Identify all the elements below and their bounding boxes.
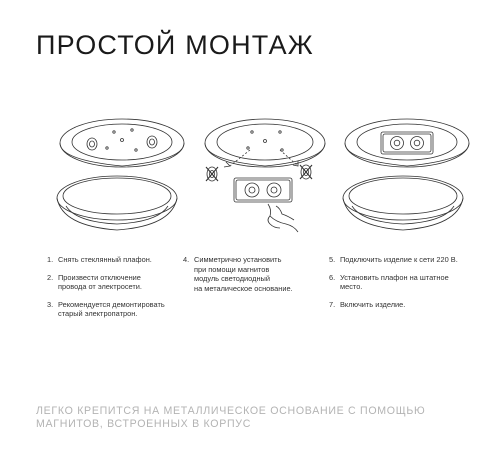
ceiling-lamp-assembled-drawing [335, 108, 475, 238]
illustration-reattach-shade [335, 108, 475, 238]
footer-line-2: МАГНИТОВ, ВСТРОЕННЫХ В КОРПУС [36, 418, 252, 430]
footer-line-1: ЛЕГКО КРЕПИТСЯ НА МЕТАЛЛИЧЕСКОЕ ОСНОВАНИЕ С ПОМОЩЬЮ [36, 405, 426, 417]
footer-note [36, 405, 476, 431]
illustration-remove-shade [52, 108, 192, 238]
steps-column-3 [329, 255, 469, 317]
illustration-install-module [190, 108, 330, 238]
steps-column-2 [183, 255, 318, 301]
step-item: 1. Снять стеклянный плафон. [47, 255, 152, 264]
step-item: 5. Подключить изделие к сети 220 В. [329, 255, 458, 264]
step-item: 4. Симметрично установить при помощи магнитов модуль светодиодный на металическое основание. [183, 255, 293, 293]
ceiling-lamp-base-drawing [52, 108, 192, 238]
steps-column-1 [47, 255, 177, 327]
step-item: 2. Произвести отключение провода от электросети. [47, 272, 142, 292]
step-item: 6. Установить плафон на штатное место. [329, 272, 449, 292]
page-title: ПРОСТОЙ МОНТАЖ [36, 30, 314, 60]
led-module-magnets-drawing [190, 108, 330, 238]
step-item: 3. Рекомендуется демонтировать старый электропатрон. [47, 299, 165, 319]
step-item: 7. Включить изделие. [329, 299, 406, 309]
